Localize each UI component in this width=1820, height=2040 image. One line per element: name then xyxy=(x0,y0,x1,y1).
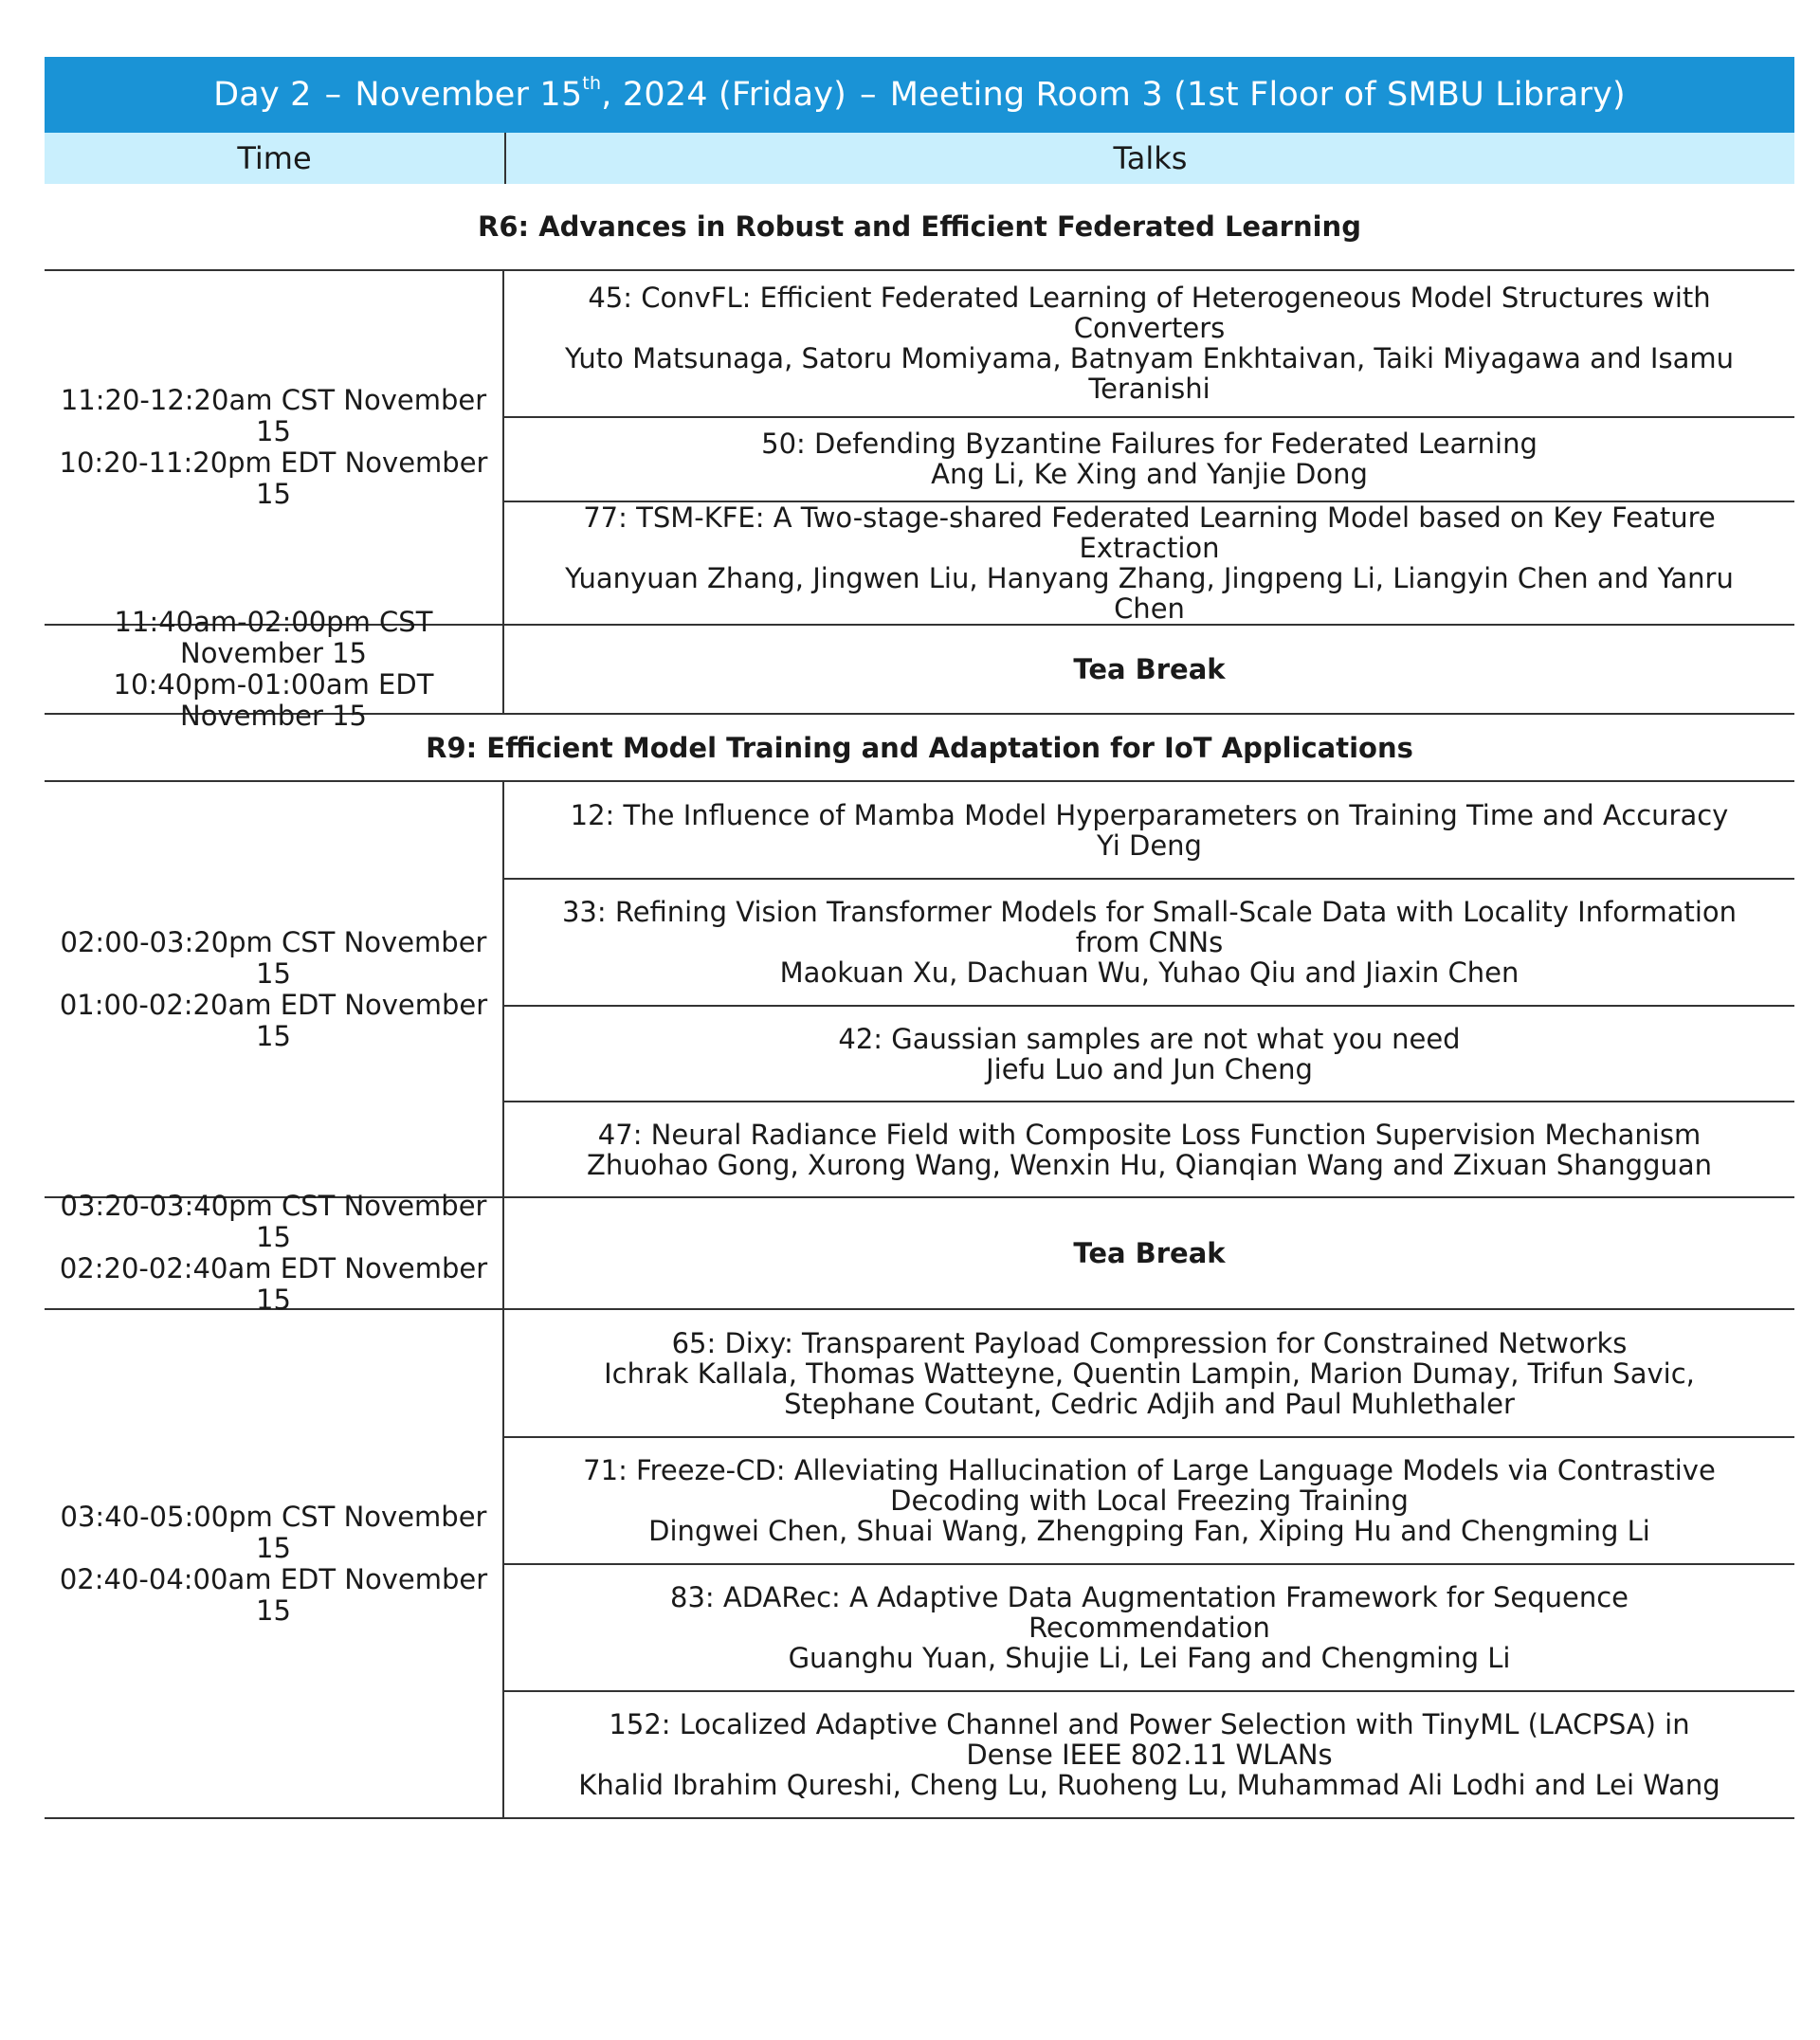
talk-entry xyxy=(504,1690,1794,1817)
talk-title: 45: ConvFL: Efficient Federated Learning of Heterogeneous Model Structures with xyxy=(588,282,1711,315)
break-block xyxy=(45,1190,1794,1316)
column-header-talks: Talks xyxy=(1113,140,1188,176)
talk-title: Converters xyxy=(1073,312,1226,345)
talk-title: 77: TSM-KFE: A Two-stage-shared Federated Learning Model based on Key Feature xyxy=(583,501,1716,534)
talk-entry xyxy=(504,416,1794,501)
banner-separator: – xyxy=(324,76,342,114)
talk-authors: Zhuohao Gong, Xurong Wang, Wenxin Hu, Qianqian Wang and Zixuan Shangguan xyxy=(586,1148,1713,1181)
talk-entry xyxy=(504,878,1794,1005)
talk-title: 42: Gaussian samples are not what you need xyxy=(838,1022,1461,1055)
time-edt: 10:40pm-01:00am EDT November 15 xyxy=(113,668,434,732)
talk-authors: Ang Li, Ke Xing and Yanjie Dong xyxy=(931,458,1368,491)
tea-break-label: Tea Break xyxy=(1073,1237,1226,1269)
tea-break-label: Tea Break xyxy=(1073,653,1226,685)
time-edt: 02:20-02:40am EDT November 15 xyxy=(59,1252,488,1316)
talk-entry xyxy=(504,1436,1794,1563)
talk-entry xyxy=(504,1101,1794,1196)
talk-authors: Guanghu Yuan, Shujie Li, Lei Fang and Chengming Li xyxy=(788,1642,1511,1674)
time-edt: 01:00-02:20am EDT November 15 xyxy=(59,988,488,1052)
talk-title: Extraction xyxy=(1079,532,1220,564)
time-edt: 10:20-11:20pm EDT November 15 xyxy=(59,446,488,510)
talk-title: 71: Freeze-CD: Alleviating Hallucination of Large Language Models via Contrastive xyxy=(583,1454,1716,1486)
talk-authors: Teranishi xyxy=(1088,373,1210,406)
talk-list xyxy=(504,782,1794,1196)
talk-title: Decoding with Local Freezing Training xyxy=(890,1484,1409,1517)
talk-entry xyxy=(504,501,1794,624)
talk-title: from CNNs xyxy=(1075,926,1224,958)
track-heading-r6: R6: Advances in Robust and Efficient Federated Learning xyxy=(45,184,1794,271)
session-time xyxy=(45,1310,504,1817)
talk-entry xyxy=(504,782,1794,878)
talk-authors: Stephane Coutant, Cedric Adjih and Paul Muhlethaler xyxy=(784,1387,1515,1420)
talk-list xyxy=(504,271,1794,624)
talk-authors: Maokuan Xu, Dachuan Wu, Yuhao Qiu and Jiaxin Chen xyxy=(779,956,1520,989)
session-block xyxy=(45,1310,1794,1819)
time-edt: 02:40-04:00am EDT November 15 xyxy=(59,1562,488,1627)
talk-authors: Khalid Ibrahim Qureshi, Cheng Lu, Ruoheng Lu, Muhammad Ali Lodhi and Lei Wang xyxy=(578,1769,1720,1801)
day-label: Day 2 xyxy=(213,76,312,114)
talk-title: 83: ADARec: A Adaptive Data Augmentation Framework for Sequence xyxy=(670,1581,1629,1613)
talk-authors: Ichrak Kallala, Thomas Watteyne, Quentin Lampin, Marion Dumay, Trifun Savic, xyxy=(604,1357,1695,1390)
column-header-time: Time xyxy=(45,133,506,184)
session-block xyxy=(45,782,1794,1198)
break-time xyxy=(45,1190,504,1316)
track-heading-r9: R9: Efficient Model Training and Adaptation for IoT Applications xyxy=(45,715,1794,782)
talk-entry xyxy=(504,1310,1794,1436)
talk-title: Recommendation xyxy=(1028,1612,1270,1644)
schedule-table xyxy=(45,57,1794,1819)
break-time xyxy=(45,606,504,732)
talk-authors: Dingwei Chen, Shuai Wang, Zhengping Fan, Xiping Hu and Chengming Li xyxy=(648,1515,1650,1547)
session-time xyxy=(45,271,504,624)
day-banner xyxy=(45,57,1794,133)
talk-entry xyxy=(504,1005,1794,1101)
time-cst: 11:40am-02:00pm CST November 15 xyxy=(114,606,433,669)
talk-title: Dense IEEE 802.11 WLANs xyxy=(966,1739,1333,1771)
talk-authors: Yi Deng xyxy=(1097,829,1202,862)
time-cst: 03:40-05:00pm CST November 15 xyxy=(60,1500,487,1564)
talk-title: 33: Refining Vision Transformer Models for Small-Scale Data with Locality Information xyxy=(561,896,1738,928)
session-time xyxy=(45,782,504,1196)
time-cst: 11:20-12:20am CST November 15 xyxy=(60,384,487,447)
talk-title: 65: Dixy: Transparent Payload Compression for Constrained Networks xyxy=(671,1326,1628,1359)
talk-title: 47: Neural Radiance Field with Composite Loss Function Supervision Mechanism xyxy=(597,1118,1702,1151)
column-header-row xyxy=(45,133,1794,184)
talk-authors: Jiefu Luo and Jun Cheng xyxy=(986,1052,1313,1085)
talk-list xyxy=(504,1310,1794,1817)
time-cst: 02:00-03:20pm CST November 15 xyxy=(60,925,487,990)
talk-authors: Yuanyuan Zhang, Jingwen Liu, Hanyang Zhang, Jingpeng Li, Liangyin Chen and Yanru Chen xyxy=(565,562,1734,625)
date-label: November 15th, 2024 (Friday) xyxy=(355,73,847,114)
talk-entry xyxy=(504,1563,1794,1690)
talk-title: 152: Localized Adaptive Channel and Power Selection with TinyML (LACPSA) in xyxy=(609,1708,1690,1740)
session-block xyxy=(45,271,1794,626)
room-label: Meeting Room 3 (1st Floor of SMBU Library) xyxy=(889,76,1626,114)
time-cst: 03:20-03:40pm CST November 15 xyxy=(60,1190,487,1253)
talk-authors: Yuto Matsunaga, Satoru Momiyama, Batnyam Enkhtaivan, Taiki Miyagawa and Isamu xyxy=(565,342,1734,375)
talk-title: 12: The Influence of Mamba Model Hyperparameters on Training Time and Accuracy xyxy=(570,798,1729,831)
banner-separator-2: – xyxy=(860,76,877,114)
talk-title: 50: Defending Byzantine Failures for Federated Learning xyxy=(761,428,1538,461)
break-block xyxy=(45,606,1794,732)
talk-entry xyxy=(504,271,1794,416)
